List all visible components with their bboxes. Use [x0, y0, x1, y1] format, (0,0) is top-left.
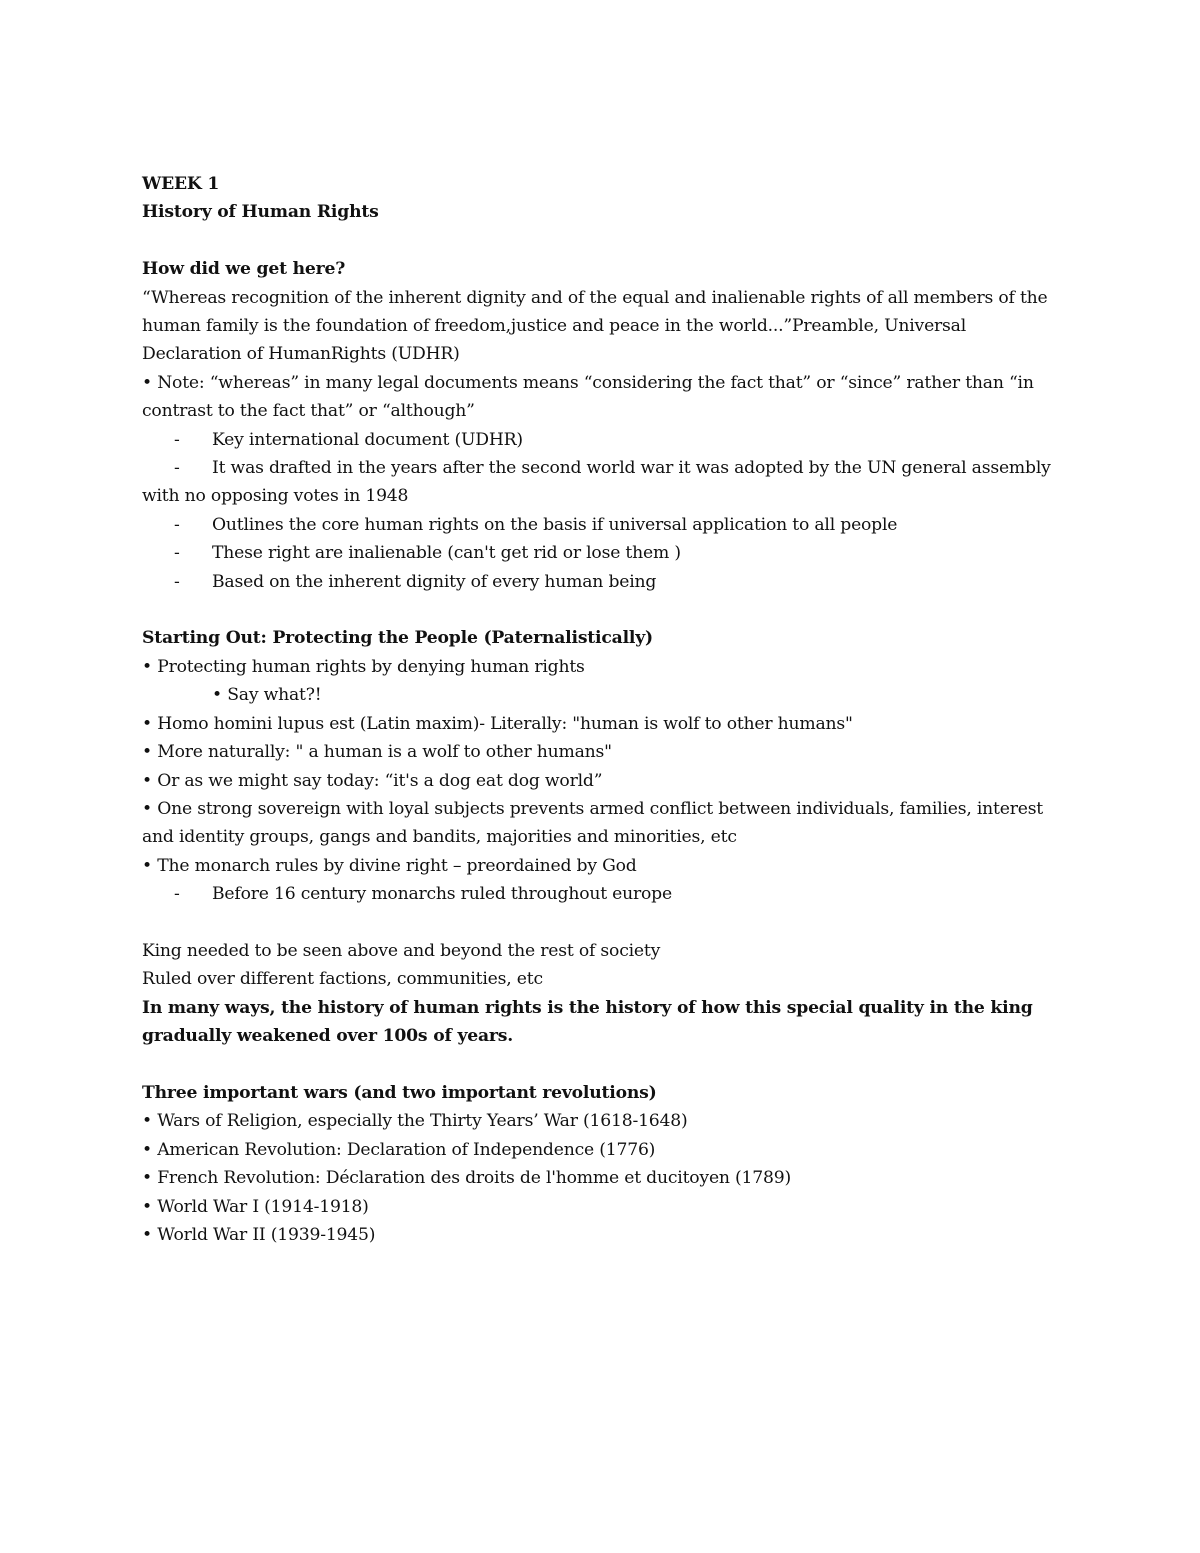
- note-line: contrast to the fact that” or “although”: [142, 401, 475, 422]
- dash-item-text: Key international document (UDHR): [212, 429, 523, 450]
- dash-marker: -: [174, 571, 180, 592]
- text-line: Ruled over different factions, communities, etc: [142, 969, 543, 990]
- spacer: [142, 1051, 1062, 1079]
- dash-list-item: [142, 511, 1062, 539]
- dash-marker: -: [174, 514, 180, 535]
- dash-marker: -: [174, 543, 180, 564]
- bullet-line: • French Revolution: Déclaration des droits de l'homme et ducitoyen (1789): [142, 1168, 792, 1189]
- dash-list-item: [142, 454, 1062, 482]
- spacer: [142, 909, 1062, 937]
- spacer: [142, 227, 1062, 255]
- dash-list-item: [142, 426, 1062, 454]
- bullet-line: • American Revolution: Declaration of Independence (1776): [142, 1139, 656, 1160]
- dash-item-text: Outlines the core human rights on the basis if universal application to all people: [212, 514, 898, 535]
- dash-list-item: [142, 539, 1062, 567]
- section-heading-wars: Three important wars (and two important revolutions): [142, 1082, 657, 1103]
- bullet-line: • World War I (1914-1918): [142, 1196, 369, 1217]
- bullet-line: • More naturally: " a human is a wolf to other humans": [142, 742, 612, 763]
- bullet-line: • Homo homini lupus est (Latin maxim)- Literally: "human is wolf to other humans": [142, 713, 853, 734]
- bullet-line-continuation: and identity groups, gangs and bandits, majorities and minorities, etc: [142, 827, 737, 848]
- dash-marker: -: [174, 884, 180, 905]
- bullet-line: • World War II (1939-1945): [142, 1224, 376, 1245]
- bold-statement-line: In many ways, the history of human rights is the history of how this special quality in the king: [142, 997, 1033, 1018]
- bullet-line: • The monarch rules by divine right – preordained by God: [142, 855, 637, 876]
- dash-item-continuation: with no opposing votes in 1948: [142, 486, 409, 507]
- dash-marker: -: [174, 458, 180, 479]
- udhr-quote-line: human family is the foundation of freedom,justice and peace in the world...”Preamble, Universal: [142, 316, 967, 337]
- dash-list-item: [142, 568, 1062, 596]
- section-heading-starting-out: Starting Out: Protecting the People (Paternalistically): [142, 628, 653, 649]
- bullet-line: • One strong sovereign with loyal subjects prevents armed conflict between individuals, families, interest: [142, 798, 1044, 819]
- dash-list-item: [142, 880, 1062, 908]
- bullet-line: • Wars of Religion, especially the Thirty Years’ War (1618-1648): [142, 1111, 688, 1132]
- dash-item-text: These right are inalienable (can't get rid or lose them ): [212, 543, 681, 564]
- dash-item-text: Based on the inherent dignity of every human being: [212, 571, 657, 592]
- section-heading-how: How did we get here?: [142, 259, 346, 280]
- week-label: WEEK 1: [142, 174, 220, 194]
- text-line: King needed to be seen above and beyond the rest of society: [142, 940, 661, 961]
- note-line: • Note: “whereas” in many legal documents means “considering the fact that” or “since” rather than “in: [142, 372, 1034, 393]
- dash-item-text: It was drafted in the years after the second world war it was adopted by the UN general assembly: [212, 458, 1051, 479]
- dash-item-text: Before 16 century monarchs ruled throughout europe: [212, 884, 672, 905]
- udhr-quote-line: “Whereas recognition of the inherent dignity and of the equal and inalienable rights of all members of the: [142, 287, 1048, 308]
- bullet-line: • Protecting human rights by denying human rights: [142, 656, 585, 677]
- page-title: History of Human Rights: [142, 202, 379, 223]
- document-body: [142, 170, 1062, 1249]
- bold-statement-line: gradually weakened over 100s of years.: [142, 1026, 514, 1047]
- spacer: [142, 596, 1062, 624]
- sub-bullet-line: • Say what?!: [212, 685, 322, 706]
- bullet-line: • Or as we might say today: “it's a dog eat dog world”: [142, 770, 603, 791]
- udhr-quote-line: Declaration of HumanRights (UDHR): [142, 344, 460, 365]
- dash-marker: -: [174, 429, 180, 450]
